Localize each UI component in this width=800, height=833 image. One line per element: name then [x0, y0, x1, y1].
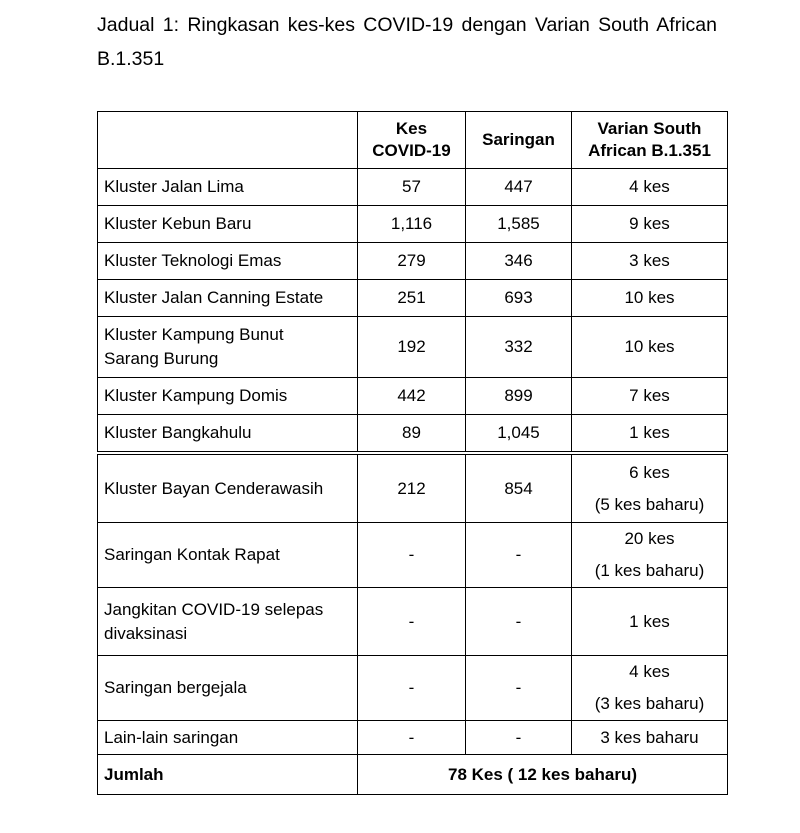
row-name: [98, 206, 358, 243]
row-saringan: 1,045: [466, 415, 572, 452]
row-name-line1: Lain-lain saringan: [104, 727, 239, 747]
row-saringan: 332: [466, 317, 572, 378]
summary-table-top: [97, 111, 728, 452]
header-kes-line2: COVID-19: [372, 141, 451, 160]
table-row: [98, 523, 728, 588]
row-saringan: -: [466, 588, 572, 656]
total-label: Jumlah: [98, 755, 358, 795]
row-saringan: 693: [466, 280, 572, 317]
header-name: [98, 112, 358, 169]
row-varian: 3 kes: [572, 243, 728, 280]
row-varian: 1 kes: [572, 588, 728, 656]
row-name: [98, 243, 358, 280]
row-name-line1: Kluster Bayan Cenderawasih: [104, 478, 324, 498]
row-varian-line1: 20 kes: [624, 529, 675, 548]
table-row: [98, 455, 728, 523]
row-kes: -: [358, 523, 466, 588]
table-row: [98, 317, 728, 378]
header-row: [98, 112, 728, 169]
header-kes-line1: Kes: [395, 119, 428, 138]
row-kes: -: [358, 588, 466, 656]
total-row: [98, 755, 728, 795]
row-name: [98, 317, 358, 378]
row-name-line2: divaksinasi: [104, 623, 188, 643]
table-row: [98, 378, 728, 415]
row-saringan: 899: [466, 378, 572, 415]
row-name-line1: Kluster Kampung Domis: [104, 386, 288, 405]
header-varian-line2: African B.1.351: [588, 141, 711, 160]
row-varian: 4 kes: [572, 169, 728, 206]
header-kes-covid: [358, 112, 466, 169]
row-kes: 251: [358, 280, 466, 317]
row-varian: 9 kes: [572, 206, 728, 243]
table-caption: Jadual 1: Ringkasan kes-kes COVID-19 dengan Varian South African B.1.351: [97, 14, 717, 70]
row-name: [98, 280, 358, 317]
row-kes: -: [358, 721, 466, 755]
row-kes: 279: [358, 243, 466, 280]
row-kes: 1,116: [358, 206, 466, 243]
row-name: [98, 523, 358, 588]
row-name: [98, 656, 358, 721]
row-kes: 89: [358, 415, 466, 452]
row-varian: 7 kes: [572, 378, 728, 415]
table-row: [98, 721, 728, 755]
row-saringan: -: [466, 523, 572, 588]
total-value: 78 Kes ( 12 kes baharu): [358, 755, 728, 795]
row-varian: 10 kes: [572, 280, 728, 317]
header-saringan: Saringan: [466, 112, 572, 169]
row-varian-line2: (3 kes baharu): [594, 694, 705, 713]
row-name: [98, 415, 358, 452]
row-name: [98, 169, 358, 206]
row-saringan: 854: [466, 455, 572, 523]
row-name-line1: Saringan bergejala: [104, 678, 247, 697]
row-name: [98, 588, 358, 656]
row-name: [98, 378, 358, 415]
row-varian: 10 kes: [572, 317, 728, 378]
row-varian: 1 kes: [572, 415, 728, 452]
table-row: [98, 588, 728, 656]
row-name-line1: Jangkitan COVID-19 selepas: [104, 599, 324, 619]
table-row: [98, 280, 728, 317]
table-row: [98, 206, 728, 243]
row-kes: 442: [358, 378, 466, 415]
row-name-line1: Kluster Kampung Bunut: [104, 325, 284, 344]
table-row: [98, 656, 728, 721]
row-kes: 57: [358, 169, 466, 206]
row-kes: 212: [358, 455, 466, 523]
header-varian-line1: Varian South: [597, 119, 702, 138]
summary-table-bottom: [97, 454, 728, 795]
row-name-line1: Kluster Jalan Lima: [104, 177, 244, 196]
row-name-line2: Sarang Burung: [104, 349, 219, 368]
row-kes: -: [358, 656, 466, 721]
row-saringan: 1,585: [466, 206, 572, 243]
table-row: [98, 243, 728, 280]
row-name-line1: Kluster Kebun Baru: [104, 214, 252, 233]
row-varian-line1: 6 kes: [629, 462, 670, 482]
row-name-line1: Kluster Jalan Canning Estate: [104, 288, 324, 307]
row-varian: [572, 523, 728, 588]
row-name: [98, 721, 358, 755]
table-row: [98, 169, 728, 206]
row-saringan: -: [466, 656, 572, 721]
row-name-line1: Kluster Teknologi Emas: [104, 251, 282, 270]
row-saringan: 447: [466, 169, 572, 206]
row-name: [98, 455, 358, 523]
row-varian: [572, 656, 728, 721]
table-row: [98, 415, 728, 452]
row-varian-line1: 4 kes: [629, 662, 670, 681]
row-name-line1: Saringan Kontak Rapat: [104, 545, 280, 564]
row-saringan: -: [466, 721, 572, 755]
row-varian-line2: (1 kes baharu): [594, 561, 705, 580]
row-varian-line2: (5 kes baharu): [594, 494, 705, 514]
row-saringan: 346: [466, 243, 572, 280]
row-name-line1: Kluster Bangkahulu: [104, 423, 252, 442]
row-varian: 3 kes baharu: [572, 721, 728, 755]
row-varian: [572, 455, 728, 523]
row-kes: 192: [358, 317, 466, 378]
header-varian: [572, 112, 728, 169]
